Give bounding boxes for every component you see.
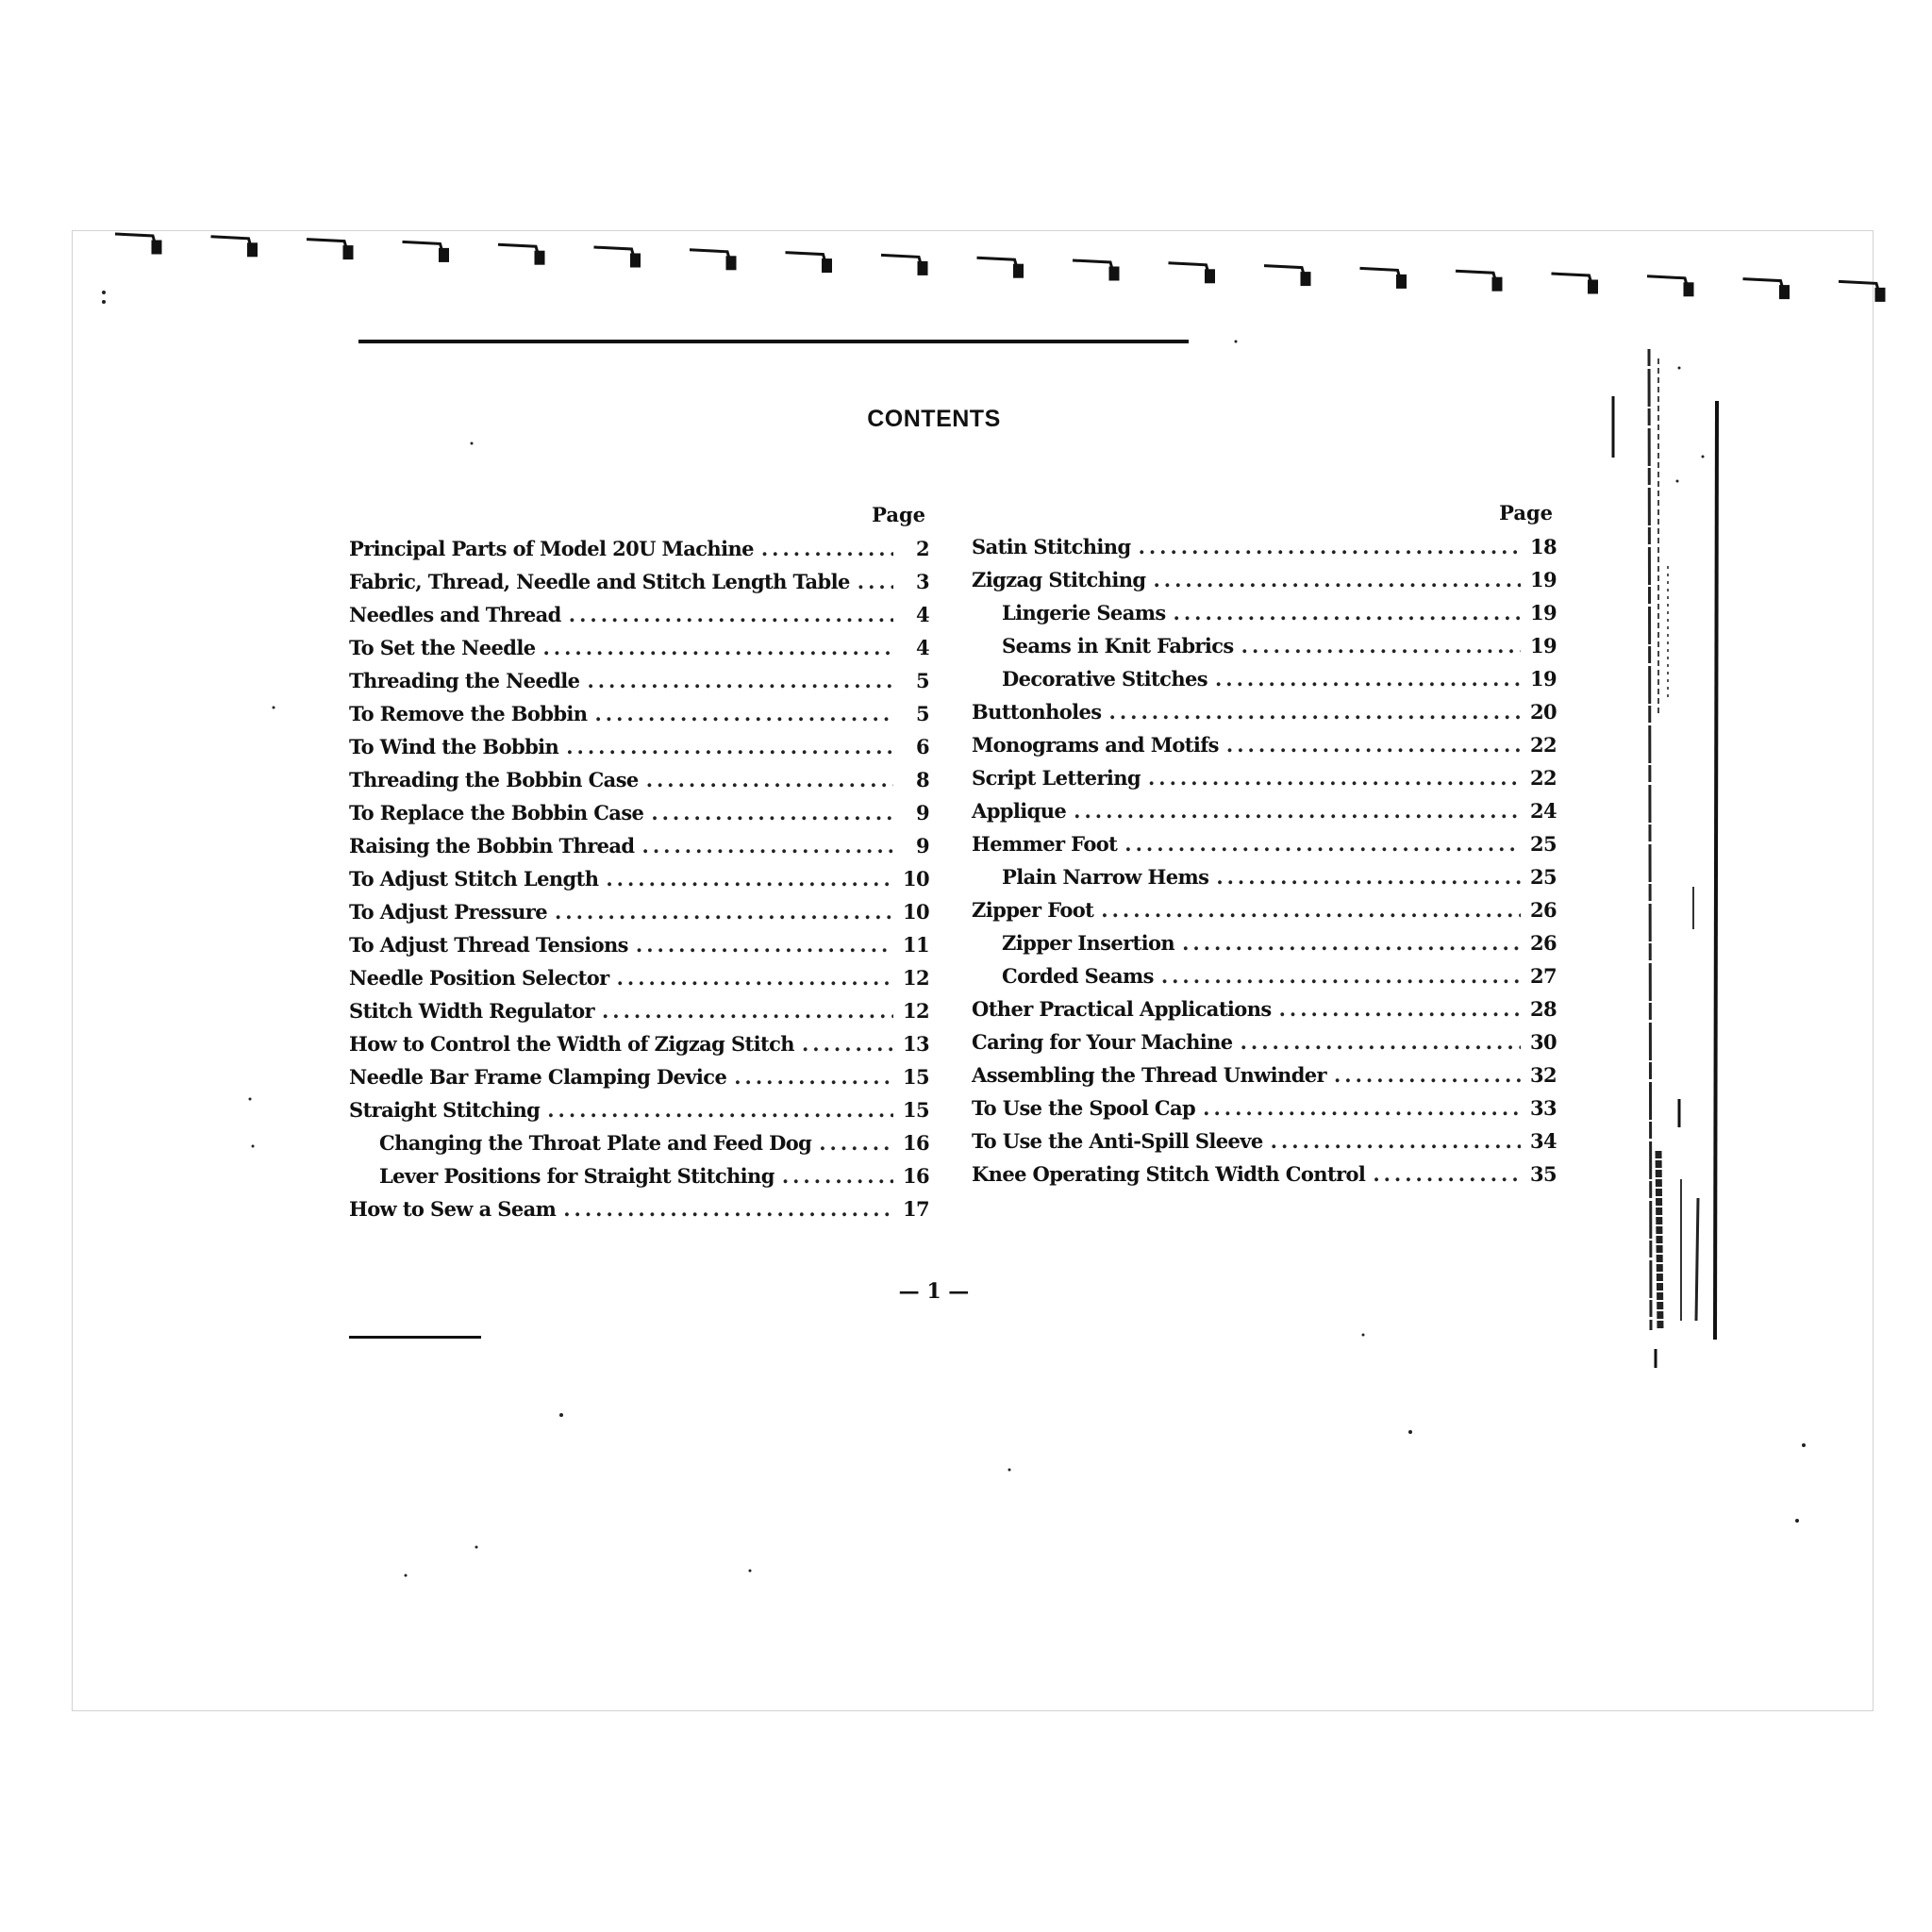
toc-entry-title: How to Sew a Seam	[349, 1197, 557, 1221]
toc-entry-page: 5	[915, 702, 929, 725]
binding-hook	[1743, 279, 1785, 294]
toc-entry-page: 19	[1529, 667, 1557, 691]
toc-entry	[349, 928, 929, 961]
binding-ring	[153, 242, 160, 253]
toc-entry	[349, 1027, 929, 1060]
toc-entry-page: 25	[1529, 865, 1557, 889]
toc-entry-title: Monograms and Motifs	[972, 733, 1219, 757]
toc-entry	[349, 565, 929, 598]
binding-hook	[1456, 271, 1497, 286]
toc-entry-page: 27	[1529, 964, 1557, 988]
toc-entry	[972, 860, 1557, 893]
binding-ring	[727, 258, 735, 269]
binding-hook	[1647, 276, 1689, 291]
toc-entry-page: 10	[902, 867, 929, 891]
dot-leader	[617, 961, 893, 994]
toc-entry	[349, 763, 929, 796]
page-title: CONTENTS	[867, 406, 1001, 432]
toc-entry	[972, 761, 1557, 794]
toc-entry-title: To Adjust Thread Tensions	[349, 933, 628, 957]
dot-leader	[1241, 629, 1521, 662]
dot-leader	[1139, 530, 1521, 563]
toc-entry-page: 17	[902, 1197, 929, 1221]
dot-leader	[646, 763, 893, 796]
toc-entry-title: Assembling the Thread Unwinder	[972, 1063, 1326, 1087]
toc-entry-page: 24	[1529, 799, 1557, 823]
toc-entry-page: 26	[1529, 898, 1557, 922]
toc-entry	[349, 829, 929, 862]
bottom-rule-fragment	[349, 1336, 481, 1339]
toc-entry	[972, 1025, 1557, 1058]
toc-entry-page: 22	[1529, 766, 1557, 790]
binding-hook	[403, 242, 444, 257]
toc-entry-page: 25	[1529, 832, 1557, 856]
toc-entry-title: Satin Stitching	[972, 535, 1131, 558]
toc-entry	[349, 532, 929, 565]
toc-entry-title: Other Practical Applications	[972, 997, 1272, 1021]
dot-leader	[1161, 959, 1521, 992]
binding-ring	[919, 262, 926, 274]
binding-ring	[536, 252, 543, 263]
binding-ring	[1685, 284, 1692, 295]
dot-leader	[1101, 893, 1521, 926]
dot-leader	[606, 862, 893, 895]
toc-entry	[972, 662, 1557, 695]
toc-entry-title: Threading the Bobbin Case	[349, 768, 639, 791]
dot-leader	[566, 730, 893, 763]
toc-entry-title: Plain Narrow Hems	[1002, 865, 1209, 889]
dot-leader	[569, 598, 893, 631]
toc-entry	[972, 794, 1557, 827]
toc-entry	[349, 631, 929, 664]
toc-entry-title: Stitch Width Regulator	[349, 999, 594, 1023]
toc-entry-page: 34	[1529, 1129, 1557, 1153]
binding-hook	[307, 240, 348, 255]
binding-hook	[977, 258, 1019, 273]
toc-entry-page: 9	[915, 834, 929, 858]
toc-entry-title: Principal Parts of Model 20U Machine	[349, 537, 754, 560]
binding-ring	[1207, 271, 1214, 282]
toc-entry-title: Caring for Your Machine	[972, 1030, 1233, 1054]
contents-list-left	[349, 532, 929, 1225]
dot-leader	[1148, 761, 1521, 794]
toc-entry	[972, 1158, 1557, 1191]
toc-entry-page: 2	[915, 537, 929, 560]
toc-entry-title: To Replace the Bobbin Case	[349, 801, 644, 824]
toc-entry-title: Knee Operating Stitch Width Control	[972, 1162, 1366, 1186]
toc-entry-title: Lingerie Seams	[1002, 601, 1166, 625]
toc-entry-title: To Adjust Stitch Length	[349, 867, 599, 891]
toc-entry-page: 8	[915, 768, 929, 791]
toc-entry	[972, 992, 1557, 1025]
top-rule	[358, 340, 1189, 343]
binding-ring	[1876, 289, 1884, 300]
dot-leader	[782, 1159, 893, 1192]
binding-hook	[115, 234, 157, 249]
toc-entry-page: 19	[1529, 601, 1557, 625]
dot-leader	[1124, 827, 1521, 860]
toc-entry-page: 26	[1529, 931, 1557, 955]
toc-entry-page: 19	[1529, 634, 1557, 658]
binding-ring	[1493, 278, 1501, 290]
toc-entry	[349, 1192, 929, 1225]
toc-entry-page: 33	[1529, 1096, 1557, 1120]
toc-entry-page: 15	[902, 1098, 929, 1122]
dot-leader	[1279, 992, 1521, 1025]
toc-entry-page: 16	[902, 1131, 929, 1155]
binding-ring	[824, 260, 831, 272]
toc-entry-title: How to Control the Width of Zigzag Stitch	[349, 1032, 794, 1056]
toc-entry-page: 6	[915, 735, 929, 758]
toc-entry	[349, 598, 929, 631]
spiral-binding-marks	[0, 230, 1932, 306]
binding-hook	[1169, 263, 1210, 278]
dot-leader	[1174, 596, 1521, 629]
toc-entry-title: Raising the Bobbin Thread	[349, 834, 635, 858]
dot-leader	[594, 697, 893, 730]
dot-leader	[734, 1060, 893, 1093]
binding-hook	[1839, 281, 1880, 296]
toc-entry-page: 20	[1529, 700, 1557, 724]
toc-entry	[972, 629, 1557, 662]
binding-hook	[786, 253, 827, 268]
toc-entry	[349, 1093, 929, 1126]
toc-entry-title: To Use the Anti-Spill Sleeve	[972, 1129, 1263, 1153]
toc-entry	[972, 1058, 1557, 1091]
binding-ring	[1590, 281, 1597, 292]
binding-ring	[441, 249, 448, 260]
toc-entry	[972, 596, 1557, 629]
dot-leader	[1271, 1124, 1521, 1158]
dot-leader	[602, 994, 893, 1027]
dot-leader	[1153, 563, 1521, 596]
toc-entry	[349, 1060, 929, 1093]
toc-entry-page: 19	[1529, 568, 1557, 591]
toc-entry-title: Threading the Needle	[349, 669, 580, 692]
toc-entry	[972, 695, 1557, 728]
toc-entry-title: Script Lettering	[972, 766, 1141, 790]
toc-entry-page: 12	[902, 999, 929, 1023]
dot-leader	[1216, 860, 1521, 893]
dot-leader	[563, 1192, 893, 1225]
binding-hook	[211, 237, 253, 252]
toc-entry	[349, 664, 929, 697]
binding-ring	[632, 255, 640, 266]
toc-entry-page: 9	[915, 801, 929, 824]
dot-leader	[819, 1126, 893, 1159]
dot-leader	[1215, 662, 1521, 695]
toc-entry-title: To Remove the Bobbin	[349, 702, 588, 725]
contents-list-right	[972, 530, 1557, 1191]
toc-entry-page: 12	[902, 966, 929, 990]
toc-entry	[972, 827, 1557, 860]
toc-entry-page: 22	[1529, 733, 1557, 757]
contents-column-right	[972, 496, 1557, 1191]
toc-entry-page: 16	[902, 1164, 929, 1188]
toc-entry	[349, 796, 929, 829]
toc-entry-page: 32	[1529, 1063, 1557, 1087]
toc-entry-title: Seams in Knit Fabrics	[1002, 634, 1234, 658]
toc-entry	[349, 895, 929, 928]
toc-entry-title: Decorative Stitches	[1002, 667, 1208, 691]
dot-leader	[555, 895, 893, 928]
page-number: — 1 —	[898, 1279, 970, 1304]
dot-leader	[858, 565, 893, 598]
toc-entry	[972, 959, 1557, 992]
toc-entry	[349, 730, 929, 763]
dot-leader	[761, 532, 893, 565]
toc-entry	[972, 1124, 1557, 1158]
binding-hook	[498, 244, 540, 259]
binding-hook	[594, 247, 636, 262]
toc-entry-page: 35	[1529, 1162, 1557, 1186]
toc-entry-page: 5	[915, 669, 929, 692]
binding-ring	[344, 247, 352, 258]
binding-ring	[1781, 287, 1789, 298]
toc-entry-title: Changing the Throat Plate and Feed Dog	[379, 1131, 812, 1155]
dot-leader	[1226, 728, 1521, 761]
dot-leader	[1334, 1058, 1521, 1091]
toc-entry-page: 11	[902, 933, 929, 957]
toc-entry-page: 15	[902, 1065, 929, 1089]
toc-entry	[972, 1091, 1557, 1124]
toc-entry-page: 18	[1529, 535, 1557, 558]
toc-entry-page: 28	[1529, 997, 1557, 1021]
toc-entry	[972, 728, 1557, 761]
dot-leader	[1074, 794, 1521, 827]
page-column-header: Page	[872, 503, 925, 526]
toc-entry-page: 4	[915, 636, 929, 659]
dot-leader	[1373, 1158, 1521, 1191]
toc-entry-page: 30	[1529, 1030, 1557, 1054]
toc-entry-title: Hemmer Foot	[972, 832, 1118, 856]
dot-leader	[642, 829, 893, 862]
toc-entry-title: Needle Bar Frame Clamping Device	[349, 1065, 727, 1089]
binding-hook	[1552, 274, 1593, 289]
toc-entry	[349, 1159, 929, 1192]
dot-leader	[587, 664, 893, 697]
dot-leader	[802, 1027, 893, 1060]
binding-ring	[249, 244, 257, 256]
toc-entry-page: 10	[902, 900, 929, 924]
dot-leader	[1182, 926, 1521, 959]
toc-entry-title: Zigzag Stitching	[972, 568, 1146, 591]
dot-leader	[1203, 1091, 1521, 1124]
binding-hook	[1264, 266, 1306, 281]
toc-entry-title: Needles and Thread	[349, 603, 561, 626]
toc-entry-title: Needle Position Selector	[349, 966, 609, 990]
toc-entry-title: Zipper Foot	[972, 898, 1094, 922]
toc-entry-title: To Set the Needle	[349, 636, 536, 659]
binding-ring	[1015, 265, 1023, 276]
toc-entry-title: To Wind the Bobbin	[349, 735, 559, 758]
binding-hook	[690, 250, 731, 265]
binding-hook	[1073, 260, 1114, 275]
dot-leader	[542, 631, 893, 664]
toc-entry-title: Fabric, Thread, Needle and Stitch Length Table	[349, 570, 850, 593]
dot-leader	[547, 1093, 893, 1126]
toc-entry	[349, 862, 929, 895]
dot-leader	[1241, 1025, 1521, 1058]
binding-hook	[881, 255, 923, 270]
toc-entry	[349, 697, 929, 730]
dot-leader	[1109, 695, 1521, 728]
toc-entry-page: 3	[915, 570, 929, 593]
toc-entry-page: 4	[915, 603, 929, 626]
toc-entry-title: To Adjust Pressure	[349, 900, 547, 924]
contents-column-left	[349, 498, 929, 1225]
binding-ring	[1110, 268, 1118, 279]
toc-entry-title: Lever Positions for Straight Stitching	[379, 1164, 774, 1188]
toc-entry-title: Buttonholes	[972, 700, 1102, 724]
toc-entry	[349, 961, 929, 994]
binding-ring	[1302, 274, 1309, 285]
toc-entry	[972, 893, 1557, 926]
toc-entry-title: Zipper Insertion	[1002, 931, 1175, 955]
toc-entry	[972, 926, 1557, 959]
dot-leader	[636, 928, 893, 961]
toc-entry	[349, 1126, 929, 1159]
toc-entry-page: 13	[902, 1032, 929, 1056]
toc-entry-title: Corded Seams	[1002, 964, 1154, 988]
binding-ring	[1398, 275, 1406, 287]
toc-entry-title: Applique	[972, 799, 1067, 823]
page-column-header: Page	[1499, 501, 1553, 525]
binding-hook	[1360, 268, 1402, 283]
toc-entry-title: Straight Stitching	[349, 1098, 541, 1122]
toc-entry	[349, 994, 929, 1027]
toc-entry	[972, 563, 1557, 596]
toc-entry-title: To Use the Spool Cap	[972, 1096, 1196, 1120]
dot-leader	[651, 796, 893, 829]
toc-entry	[972, 530, 1557, 563]
